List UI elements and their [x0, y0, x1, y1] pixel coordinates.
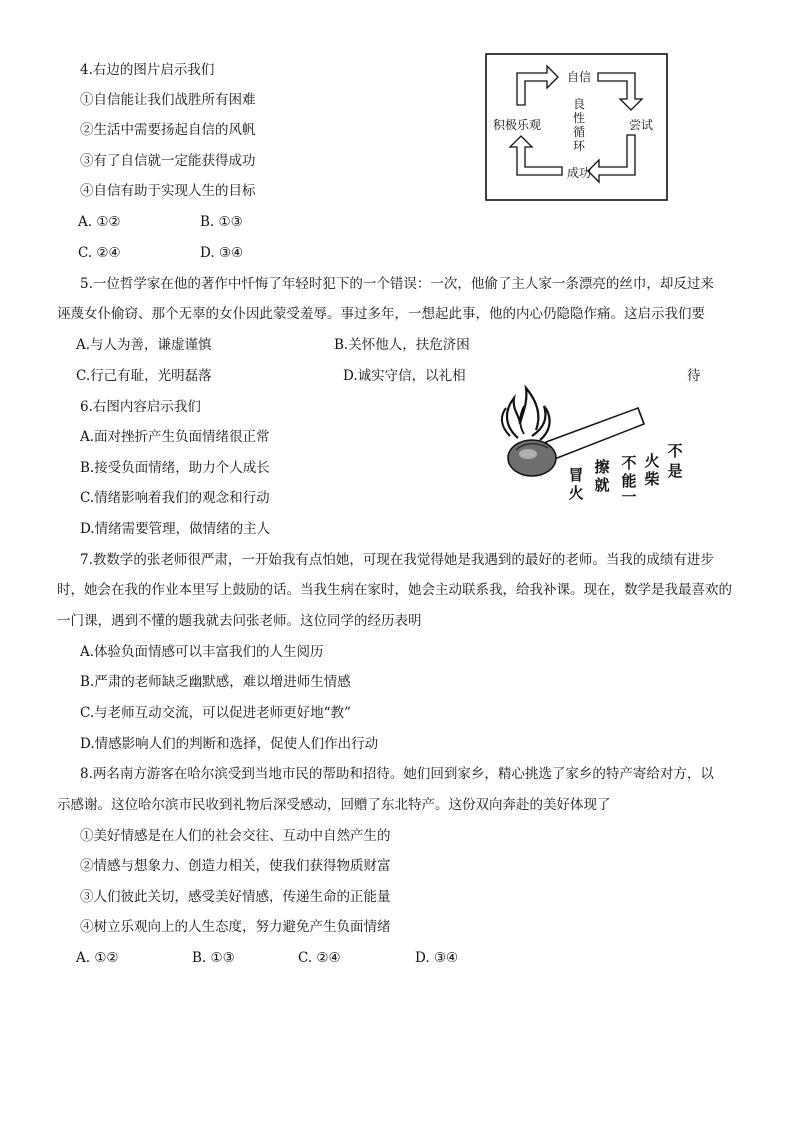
diagram-label-top: 自信 — [566, 70, 592, 84]
q4-statement-1: ①自信能让我们战胜所有困难 — [80, 92, 256, 108]
q7-stem-line-1: 7.教数学的张老师很严肃，一开始我有点怕她，可现在我觉得她是我遇到的最好的老师。当我的成绩有进步 — [80, 552, 714, 568]
q7-option-d: D.情感影响人们的判断和选择，促使人们作出行动 — [80, 736, 379, 752]
diagram-label-left: 积极乐观 — [492, 118, 542, 132]
q5-option-d: D.诚实守信，以礼相 — [343, 368, 466, 384]
picture-text-col1-2: 火 — [568, 484, 584, 502]
q6-option-c: C.情绪影响着我们的观念和行动 — [80, 490, 270, 506]
picture-text-col4-2: 柴 — [644, 470, 660, 488]
q8-stem-line-1: 8.两名南方游客在哈尔滨受到当地市民的帮助和招待。她们回到家乡，精心挑选了家乡的特产寄给对方，以 — [80, 766, 714, 782]
q7-option-c: C.与老师互动交流，可以促进老师更好地“教” — [80, 705, 351, 721]
picture-text-col3-3: 一 — [621, 488, 637, 506]
q6-option-b: B.接受负面情绪，助力个人成长 — [80, 460, 270, 476]
q7-stem-line-2: 时，她会在我的作业本里写上鼓励的话。当我生病在家时，她会主动联系我，给我补课。现在，数学是我最喜欢的 — [57, 582, 732, 598]
q8-statement-1: ①美好情感是在人们的社会交往、互动中自然产生的 — [80, 828, 391, 844]
diagram-label-bottom: 成功 — [566, 166, 592, 180]
diagram-center-char-3: 循 — [572, 125, 586, 139]
q8-option-a: A. ①② — [76, 950, 119, 966]
q6-option-a: A.面对挫折产生负面情绪很正常 — [80, 429, 270, 445]
diagram-label-right: 尝试 — [628, 118, 654, 132]
q8-statement-2: ②情感与想象力、创造力相关，使我们获得物质财富 — [80, 858, 391, 874]
burning-match-picture — [488, 380, 688, 510]
q8-option-b: B. ①③ — [192, 950, 235, 966]
q4-statement-3: ③有了自信就一定能获得成功 — [80, 153, 256, 169]
q8-option-d: D. ③④ — [415, 950, 459, 966]
q4-statement-2: ②生活中需要扬起自信的风帆 — [80, 122, 256, 138]
picture-text-col5-1: 不 — [667, 442, 683, 460]
picture-text-col1-1: 冒 — [568, 466, 584, 484]
q4-option-a: A. ①② — [78, 214, 121, 230]
q8-option-c: C. ②④ — [298, 950, 341, 966]
diagram-center-char-4: 环 — [572, 139, 586, 153]
diagram-center-char-1: 良 — [572, 97, 586, 111]
q5-option-a: A.与人为善，谦虚谨慎 — [76, 337, 212, 353]
confidence-cycle-diagram — [485, 53, 668, 201]
picture-text-col3-2: 能 — [621, 472, 637, 490]
picture-text-col2-2: 就 — [594, 476, 610, 494]
picture-text-col3-1: 不 — [621, 454, 637, 472]
q5-option-d-tail: 待 — [687, 368, 701, 384]
q4-statement-4: ④自信有助于实现人生的目标 — [80, 183, 256, 199]
q8-stem-line-2: 示感谢。这位哈尔滨市民收到礼物后深受感动，回赠了东北特产。这份双向奔赴的美好体现了 — [57, 797, 611, 813]
diagram-center-char-2: 性 — [572, 111, 586, 125]
q7-stem-line-3: 一门课，遇到不懂的题我就去问张老师。这位同学的经历表明 — [57, 613, 422, 629]
picture-text-col4-1: 火 — [644, 452, 660, 470]
picture-text-col2-1: 擦 — [594, 458, 610, 476]
q4-option-b: B. ①③ — [200, 214, 243, 230]
q4-option-c: C. ②④ — [78, 245, 121, 261]
picture-text-col5-2: 是 — [667, 462, 683, 480]
q8-statement-4: ④树立乐观向上的人生态度，努力避免产生负面情绪 — [80, 919, 391, 935]
q5-option-b: B.关怀他人，扶危济困 — [334, 337, 470, 353]
q7-option-b: B.严肃的老师缺乏幽默感，难以增进师生情感 — [80, 674, 351, 690]
q5-stem-line-1: 5.一位哲学家在他的著作中忏悔了年轻时犯下的一个错误：一次，他偷了主人家一条漂亮的丝巾，却反过来 — [80, 276, 714, 292]
q5-option-c: C.行己有耻，光明磊落 — [76, 368, 212, 384]
q6-option-d: D.情绪需要管理，做情绪的主人 — [80, 521, 271, 537]
q5-stem-line-2: 诬蔑女仆偷窃、那个无辜的女仆因此蒙受羞辱。事过多年，一想起此事，他的内心仍隐隐作痛。这启示我们要 — [57, 306, 705, 322]
q6-stem: 6.右图内容启示我们 — [80, 399, 201, 415]
q8-statement-3: ③人们彼此关切，感受美好情感，传递生命的正能量 — [80, 889, 391, 905]
q7-option-a: A.体验负面情感可以丰富我们的人生阅历 — [80, 644, 324, 660]
q4-option-d: D. ③④ — [200, 245, 244, 261]
q4-stem: 4.右边的图片启示我们 — [80, 62, 215, 78]
